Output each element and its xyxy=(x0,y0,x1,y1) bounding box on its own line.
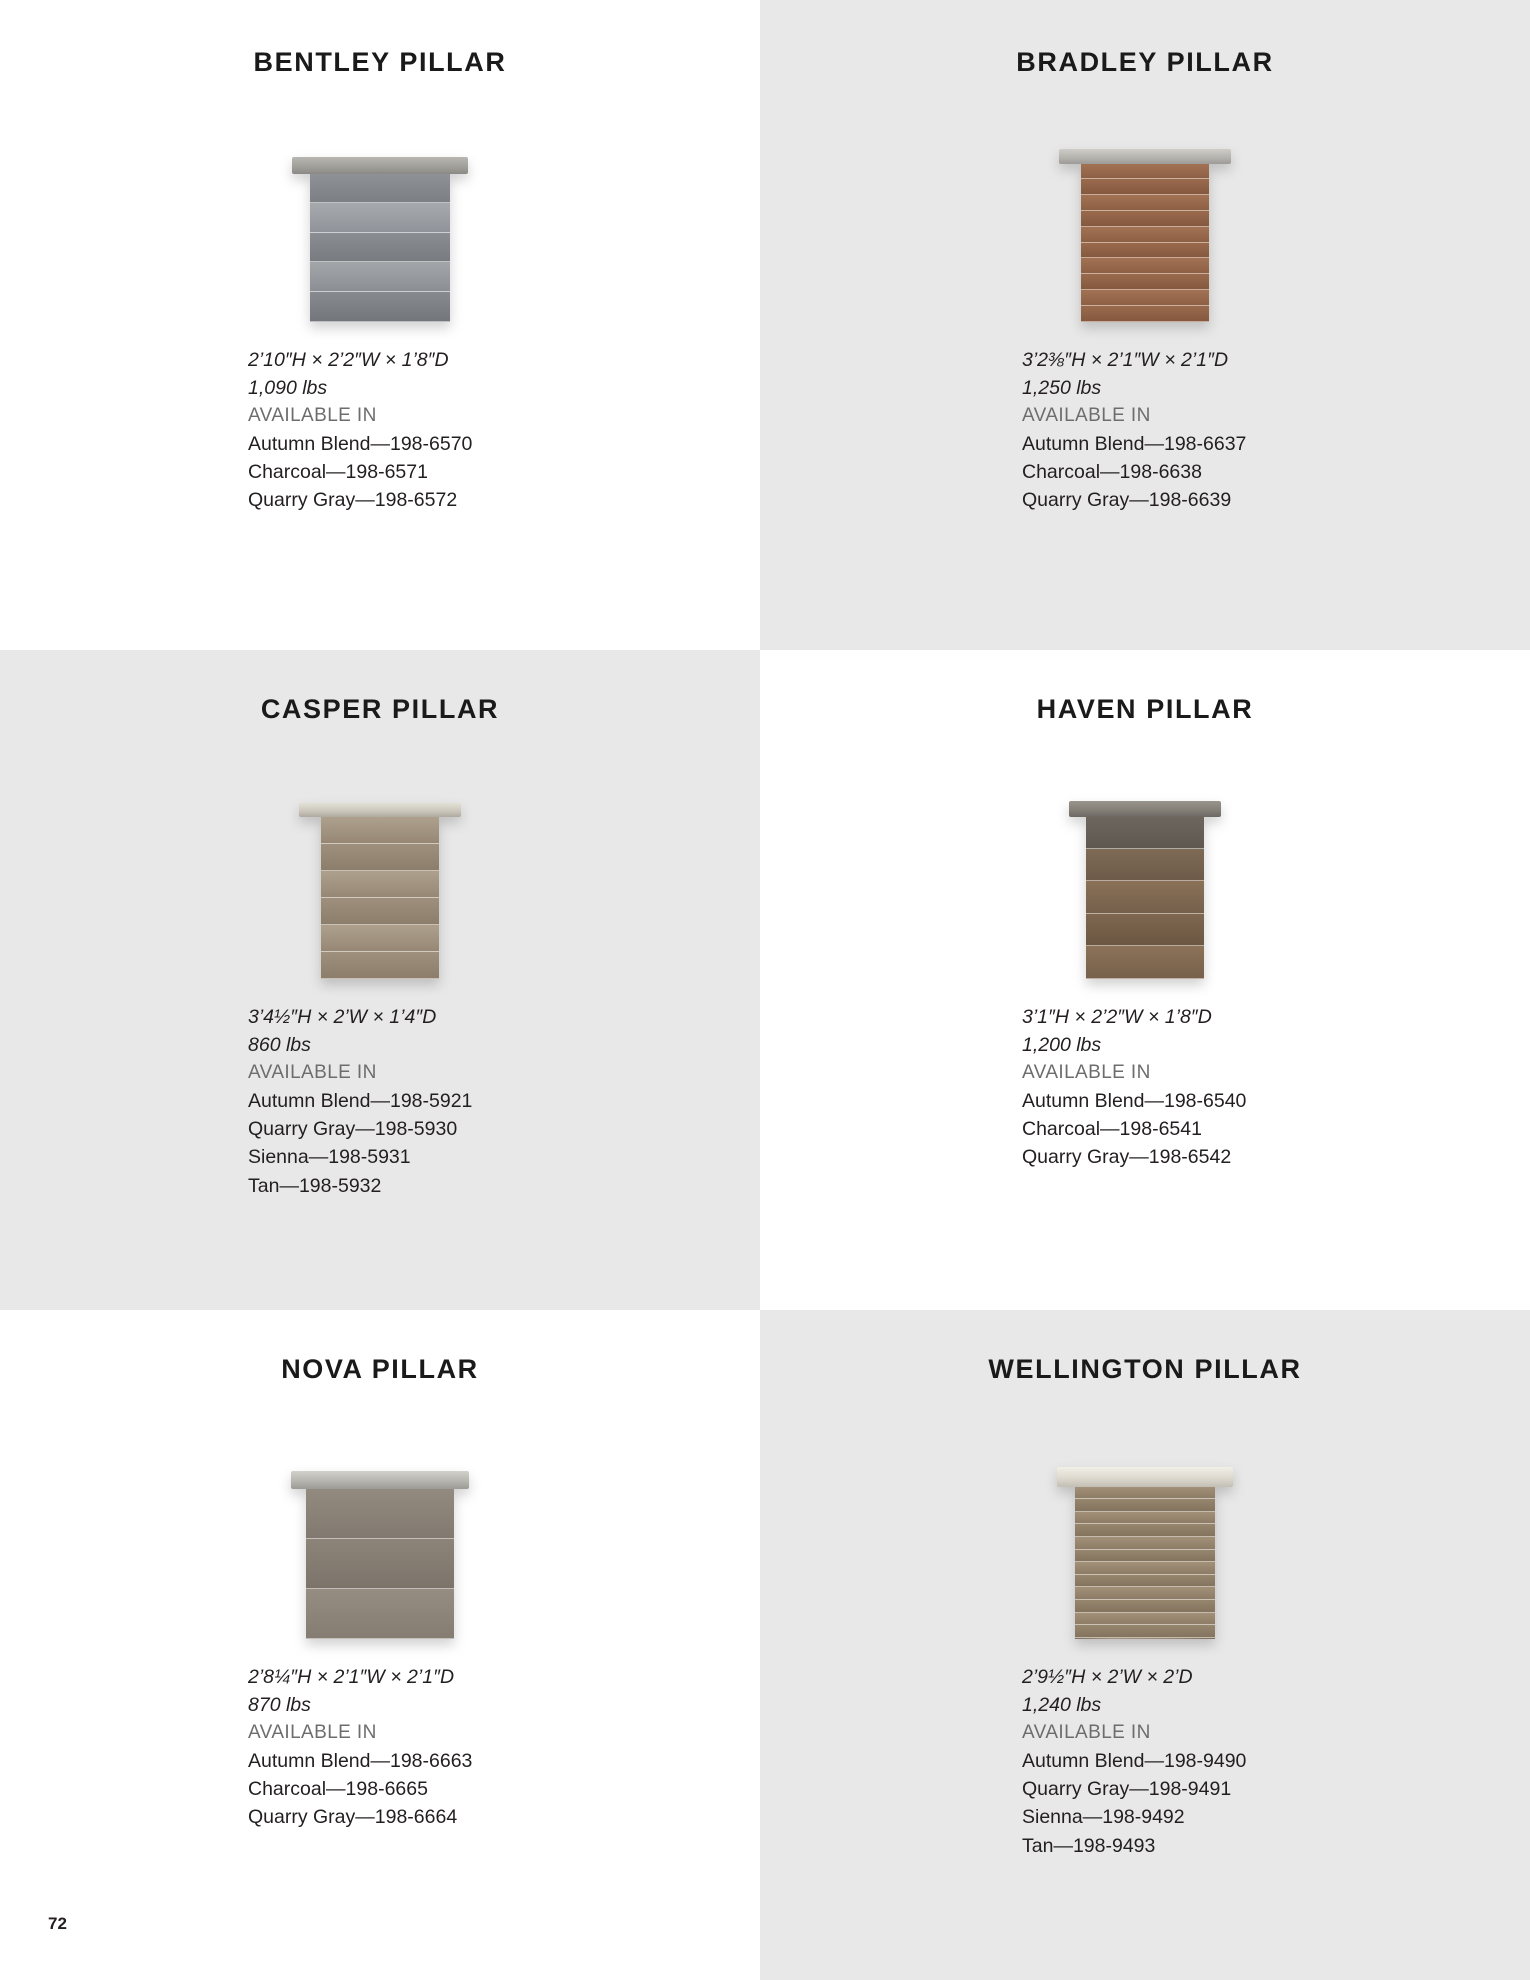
product-cell-haven xyxy=(760,650,1530,1310)
color-option: Tan—198-9493 xyxy=(1022,1834,1156,1857)
pillar-body xyxy=(306,1489,454,1639)
color-option: Charcoal—198-6541 xyxy=(1022,1118,1202,1141)
color-option: Sienna—198-9492 xyxy=(1022,1806,1185,1829)
bradley-pillar-image xyxy=(760,92,1530,322)
nova-pillar-image xyxy=(0,1399,760,1639)
product-title: CASPER PILLAR xyxy=(260,694,500,724)
product-specs xyxy=(0,1003,760,1200)
color-option: Quarry Gray—198-9491 xyxy=(1022,1778,1232,1801)
product-dimensions: 2’9½″H × 2’W × 2’D xyxy=(1022,1665,1193,1688)
color-option: Charcoal—198-6665 xyxy=(248,1778,428,1801)
product-specs xyxy=(760,1663,1530,1860)
bentley-pillar-image xyxy=(0,92,760,322)
product-weight: 1,240 lbs xyxy=(1022,1693,1102,1716)
pillar-cap xyxy=(299,803,461,817)
product-specs xyxy=(0,1663,760,1832)
available-in-label: AVAILABLE IN xyxy=(1022,1062,1151,1084)
product-title: NOVA PILLAR xyxy=(281,1354,479,1384)
available-in-label: AVAILABLE IN xyxy=(1022,1722,1151,1744)
product-title: BENTLEY PILLAR xyxy=(253,47,507,77)
available-in-label: AVAILABLE IN xyxy=(248,1062,377,1084)
product-title: BRADLEY PILLAR xyxy=(1016,47,1274,77)
color-option: Charcoal—198-6571 xyxy=(248,461,428,484)
pillar-body xyxy=(1081,164,1209,322)
color-option: Sienna—198-5931 xyxy=(248,1146,411,1169)
product-cell-bradley xyxy=(760,0,1530,650)
color-option: Quarry Gray—198-5930 xyxy=(248,1118,458,1141)
product-specs xyxy=(0,346,760,515)
product-dimensions: 2’8¼″H × 2’1″W × 2’1″D xyxy=(248,1665,455,1688)
pillar-body xyxy=(1086,817,1204,979)
product-dimensions: 2’10″H × 2’2″W × 1’8″D xyxy=(248,348,449,371)
casper-pillar-image xyxy=(0,739,760,979)
product-weight: 1,200 lbs xyxy=(1022,1033,1102,1056)
color-option: Autumn Blend—198-6663 xyxy=(248,1749,473,1772)
product-cell-nova xyxy=(0,1310,760,1980)
pillar-cap xyxy=(292,157,468,174)
product-weight: 1,250 lbs xyxy=(1022,376,1102,399)
pillar-body xyxy=(310,174,450,322)
product-dimensions: 3’4½″H × 2’W × 1’4″D xyxy=(248,1005,437,1028)
pillar-cap xyxy=(1059,149,1231,164)
color-option: Autumn Blend—198-6570 xyxy=(248,432,473,455)
color-option: Autumn Blend—198-5921 xyxy=(248,1089,473,1112)
pillar-cap xyxy=(1057,1467,1233,1487)
color-option: Quarry Gray—198-6572 xyxy=(248,489,458,512)
product-dimensions: 3’2⅜″H × 2’1″W × 2’1″D xyxy=(1022,348,1229,371)
product-cell-casper xyxy=(0,650,760,1310)
pillar-body xyxy=(1075,1487,1215,1639)
wellington-pillar-image xyxy=(760,1399,1530,1639)
color-option: Quarry Gray—198-6664 xyxy=(248,1806,458,1829)
product-dimensions: 3’1″H × 2’2″W × 1’8″D xyxy=(1022,1005,1212,1028)
product-title: HAVEN PILLAR xyxy=(1036,694,1254,724)
color-option: Quarry Gray—198-6639 xyxy=(1022,489,1232,512)
product-cell-bentley xyxy=(0,0,760,650)
available-in-label: AVAILABLE IN xyxy=(248,1722,377,1744)
product-weight: 1,090 lbs xyxy=(248,376,328,399)
color-option: Autumn Blend—198-6637 xyxy=(1022,432,1247,455)
page-number: 72 xyxy=(48,1914,67,1933)
product-weight: 870 lbs xyxy=(248,1693,311,1716)
product-weight: 860 lbs xyxy=(248,1033,311,1056)
color-option: Tan—198-5932 xyxy=(248,1174,382,1197)
product-cell-wellington xyxy=(760,1310,1530,1980)
haven-pillar-image xyxy=(760,739,1530,979)
product-title: WELLINGTON PILLAR xyxy=(988,1354,1302,1384)
color-option: Autumn Blend—198-9490 xyxy=(1022,1749,1247,1772)
pillar-cap xyxy=(291,1471,469,1489)
color-option: Quarry Gray—198-6542 xyxy=(1022,1146,1232,1169)
product-specs xyxy=(760,1003,1530,1172)
color-option: Autumn Blend—198-6540 xyxy=(1022,1089,1247,1112)
pillar-body xyxy=(321,817,439,979)
pillar-cap xyxy=(1069,801,1221,817)
available-in-label: AVAILABLE IN xyxy=(1022,405,1151,427)
color-option: Charcoal—198-6638 xyxy=(1022,461,1202,484)
product-specs xyxy=(760,346,1530,515)
available-in-label: AVAILABLE IN xyxy=(248,405,377,427)
